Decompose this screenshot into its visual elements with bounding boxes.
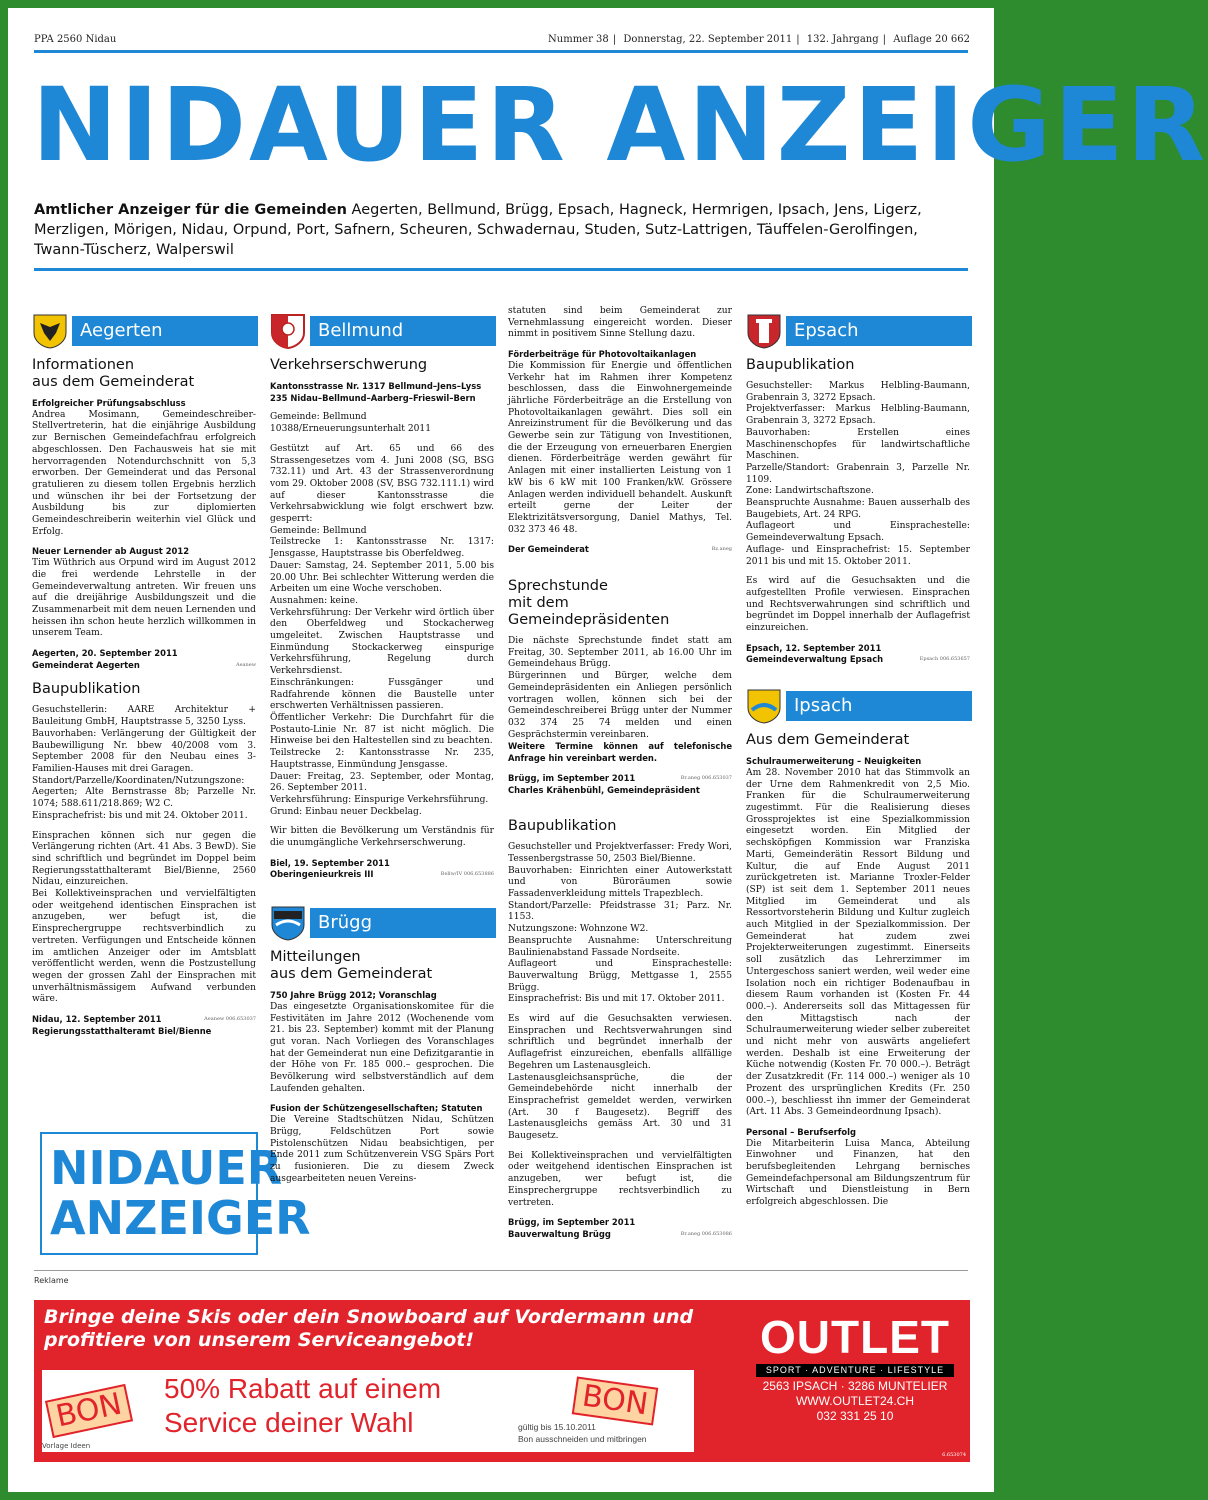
sign-authority: Regierungsstatthalteramt Biel/Bienne <box>32 1025 212 1036</box>
logo-line-1: NIDAUER <box>50 1141 283 1195</box>
outlet-logo: OUTLET <box>760 1311 950 1363</box>
text-lernender: Tim Wüthrich aus Orpund wird im August 2012 die frei werdende Lehrstelle in der Gemeindeverwaltung antreten. Wir freuen uns auf die dreijährige Ausbildungszeit und die Zusammenarbeit mit dem neuen Lernenden und heissen ihn schon heute herzlich willkommen in unserem Team. <box>32 558 256 639</box>
text-grund: Grund: Einbau neuer Deckbelag. <box>270 806 422 817</box>
bp-compensation: Lastenausgleichsansprüche, die der Gemeindebehörde nicht innerhalb der Einsprachefrist gemeldet werden, verwirken (Art. 30 f Baugesetz). Begriff des Lastenausgleichs gemäss Art. 30 und 31 Baugesetz. <box>508 1072 732 1142</box>
section-title-ipsach: Ipsach <box>794 695 853 717</box>
heading-baupublikation-bruegg: Baupublikation <box>508 818 617 835</box>
offer-line-2: Service deiner Wahl <box>164 1407 414 1438</box>
outlet-advertisement <box>34 1300 970 1462</box>
sign-authority: Gemeindeverwaltung Epsach <box>746 654 884 665</box>
ep-deadline: Auflage- und Einsprachefrist: 15. September 2011 bis und mit 15. Oktober 2011. <box>746 544 970 567</box>
bp-zone: Nutzungszone: Wohnzone W2. <box>508 924 649 935</box>
gemeinde-line: Gemeinde: Bellmund <box>270 412 367 423</box>
ep-zone: Zone: Landwirtschaftszone. <box>746 486 874 497</box>
subheading-personal: Personal – Berufserfolg <box>746 1126 857 1137</box>
column-2 <box>270 313 494 1193</box>
heading-baupublikation: Baupublikation <box>32 681 141 698</box>
nidauer-anzeiger-logo-ad <box>40 1132 311 1255</box>
ad-code: Aeanew <box>235 661 256 668</box>
ipsach-crest-icon <box>746 688 782 724</box>
ep-parcel: Parzelle/Standort: Grabenrain 3, Parzelle Nr. 1109. <box>746 462 970 485</box>
sign-authority: Charles Krähenbühl, Gemeindepräsident <box>508 784 700 795</box>
issue-volume: 132. Jahrgang <box>806 34 879 45</box>
bruegg-crest-icon <box>270 905 306 941</box>
outlet-tagline: SPORT · ADVENTURE · LIFESTYLE <box>756 1364 954 1377</box>
text-750-jahre: Das eingesetzte Organisationskomitee für die Festivitäten im Jahre 2012 (Wochenende vom 21. bis 23. September) kommt mit der Planung gut voran. Nach Vorliegen des Voranschlages hat der Gemeinderat nun eine Defizitgarantie in der Höhe von Fr. 185 000.– gesprochen. Die Bevölkerung wird selbstverständlich auf dem Laufenden gehalten. <box>270 1001 494 1094</box>
subheading-schulraum: Schulraumerweiterung – Neuigkeiten <box>746 756 922 767</box>
bp-collective: Bei Kollektiveinsprachen und vervielfältigten oder weitgehend identischen Einsprachen ist anzugeben, wer befugt ist, die Einsprechergruppe rechtsverbindlich zu vertreten. Verfügungen und Entscheide können im amtlichen Anzeiger oder im Amtsblatt veröffentlicht werden, wenn die Postzustellung wegen der grossen Zahl der Einsprachen mit unverhältnismässigem Aufwand verbunden wäre. <box>32 889 256 1005</box>
sign-authority: Der Gemeinderat <box>508 544 589 555</box>
text-teilstrecke-2: Teilstrecke 2: Kantonsstrasse Nr. 235, Hauptstrasse, Einmündung Jensgasse. <box>270 748 494 770</box>
text-verstaendnis: Wir bitten die Bevölkerung um Verständnis für die unumgängliche Verkehrserschwerung. <box>270 826 494 849</box>
section-title-bellmund: Bellmund <box>318 320 404 341</box>
ep-exception: Beanspruchte Ausnahme: Bauen ausserhalb des Baugebiets, Art. 24 RPG. <box>746 498 970 520</box>
outlet-website: WWW.OUTLET24.CH <box>795 1394 914 1408</box>
heading-mitteilungen: Mitteilungen aus dem Gemeinderat <box>270 949 433 983</box>
sign-authority: Oberingenieurkreis III <box>270 869 374 880</box>
epsach-crest-icon <box>746 313 782 349</box>
text-sprechstunde-2: Bürgerinnen und Bürger, welche dem Gemeindepräsidenten ein Anliegen persönlich vortragen wollen, können sich bei der Gemeindeschreiberei Brügg unter der Nummer 032 374 25 74 melden und einen Gesprächstermin vereinbaren. <box>508 671 732 740</box>
bp-applicant: Gesuchstellerin: AARE Architektur + Bauleitung GmbH, Hauptstrasse 5, 3250 Lyss. <box>32 705 256 728</box>
heading-baupublikation-epsach: Baupublikation <box>746 357 855 373</box>
bp-location: Standort/Parzelle/Koordinaten/Nutzungszone: Aegerten; Alte Bernstrasse 8b; Parzelle Nr. 1074; 588.611/218.869; W2 C. <box>32 775 256 810</box>
subheading-pruefung: Erfolgreicher Prüfungsabschluss <box>32 398 186 408</box>
text-dauer-1: Dauer: Samstag, 24. September 2011, 5.00 bis 20.00 Uhr. Bei schlechter Witterung werden die Arbeiten um eine Woche verschoben. <box>270 560 494 595</box>
text-sprechstunde-3: Weitere Termine können auf telefonische Anfrage hin vereinbart werden. <box>508 741 732 764</box>
section-header-aegerten <box>32 313 256 349</box>
legal-basis: Gestützt auf Art. 65 und 66 des Strassengesetzes vom 4. Juni 2008 (SG, BSG 732.11) und Art. 43 der Strassenverordnung vom 29. Oktober 2008 (SV, BSG 732.111.1) wird auf dieser Kantonsstrasse die Verkehrsabwicklung wie folgt erschwert bzw. gesperrt: <box>270 443 494 525</box>
text-ausnahmen: Ausnahmen: keine. <box>270 595 358 606</box>
ad-code: Bellw/IV 006.653886 <box>440 871 494 878</box>
top-rule <box>34 50 968 53</box>
section-header-bellmund <box>270 313 494 349</box>
logo-line-2: ANZEIGER <box>50 1191 311 1245</box>
route-line-2: 235 Nidau–Bellmund–Aarberg–Frieswil–Bern <box>270 392 476 403</box>
text-fusion: Die Vereine Stadtschützen Nidau, Schützen Brügg, Feldschützen Port sowie Pistolenschützen Nidau beabsichtigen, per Ende 2011 zum Schützenverein VSG Spärs Port zu fusionieren. Die zu diesem Zweck ausgearbeiteten neuen Vereins- <box>270 1115 494 1184</box>
sign-date: Brügg, im September 2011 <box>508 1217 636 1228</box>
ad-separator-rule <box>34 1270 968 1271</box>
outlet-phone: 032 331 25 10 <box>816 1409 894 1423</box>
heading-verkehrserschwerung: Verkehrserschwerung <box>270 357 428 373</box>
signature-block <box>508 1217 732 1240</box>
heading-aus-dem-gemeinderat: Aus dem Gemeinderat <box>746 732 910 749</box>
ep-author: Projektverfasser: Markus Helbling-Baumann, Grabenrain 3, 3272 Epsach. <box>746 404 970 427</box>
section-title-bruegg: Brügg <box>318 912 373 934</box>
sign-date: Aegerten, 20. September 2011 <box>32 648 178 659</box>
section-header-bruegg <box>270 905 494 941</box>
bp-applicant: Gesuchsteller und Projektverfasser: Fredy Wori, Tessenbergstrasse 50, 2503 Biel/Bienne. <box>508 842 732 864</box>
subheading-fusion: Fusion der Schützengesellschaften; Statuten <box>270 1103 483 1114</box>
bp-deadline: Einsprachefrist: bis und mit 24. Oktober 2011. <box>32 810 248 821</box>
text-statuten: statuten sind beim Gemeinderat zur Vernehmlassung eingereicht worden. Dieser nimmt in positivem Sinne Stellung dazu. <box>508 306 732 340</box>
bp-office: Auflageort und Einsprachestelle: Bauverwaltung Brügg, Mettgasse 1, 2555 Brügg. <box>508 959 732 993</box>
bp-exception: Beanspruchte Ausnahme: Unterschreitung Baulinienabstand Fassade Nordseite. <box>508 935 732 958</box>
newspaper-page <box>8 8 1208 1492</box>
heading-informationen: Informationen aus dem Gemeinderat <box>32 357 195 390</box>
bp-collective: Bei Kollektiveinsprachen und vervielfältigten oder weitgehend identischen Einsprachen ist anzugeben, wer befugt ist, die Einsprechergruppe rechtsverbindlich zu vertreten. <box>508 1150 732 1208</box>
text-personal: Die Mitarbeiterin Luisa Manca, Abteilung Einwohner und Finanzen, hat den berufsbegleitenden Lehrgang bernisches Gemeindefachpersonal am Bildungszentrum für Wirtschaft und Dienstleistung in Bern erfolgreich abgeschlossen. Die <box>746 1138 970 1208</box>
ad-code: Bz.aneg <box>711 546 732 553</box>
sign-date: Biel, 19. September 2011 <box>270 857 390 868</box>
outlet-branding <box>750 1312 960 1424</box>
text-oeffentlicher-verkehr: Öffentlicher Verkehr: Die Durchfahrt für die Postauto-Linie Nr. 87 ist nicht möglich. Die Hinweise bei den Haltestellen sind zu beachten. <box>270 712 494 747</box>
sign-date: Epsach, 12. September 2011 <box>746 642 882 653</box>
bp-objections: Einsprachen können sich nur gegen die Verlängerung richten (Art. 41 Abs. 3 BewD). Sie sind schriftlich und begründet im Doppel beim Regierungsstatthalteramt Biel/Bienne, 2560 Nidau, einzureichen. <box>32 830 256 888</box>
sign-authority: Gemeinderat Aegerten <box>32 659 140 670</box>
text-dauer-2: Dauer: Freitag, 23. September, oder Montag, 26. September 2011. <box>270 771 494 794</box>
text-teilstrecke-1: Teilstrecke 1: Kantonsstrasse Nr. 1317: Jensgasse, Hauptstrasse bis Oberfeldweg. <box>270 537 494 560</box>
section-title-epsach: Epsach <box>794 320 859 341</box>
section-header-epsach <box>746 313 970 349</box>
bp-project: Bauvorhaben: Verlängerung der Gültigkeit der Baubewilligung Nr. bbew 40/2008 vom 3. September 2008 für den Neubau eines 3-Familien-Hauses mit drei Garagen. <box>32 728 256 774</box>
sign-date: Nidau, 12. September 2011 <box>32 1014 162 1025</box>
bp-deadline: Einsprachefrist: Bis und mit 17. Oktober 2011. <box>508 994 725 1005</box>
header-bottom-rule <box>34 268 968 271</box>
column-3 <box>508 306 732 1251</box>
signature-block <box>32 648 256 671</box>
cut-out-note: Bon ausschneiden und mitbringen <box>518 1434 647 1444</box>
text-foerderbeitraege: Die Kommission für Energie und öffentlichen Verkehr hat im Rahmen ihrer Kompetenz beschlossen, dass die Einwohnergemeinde jährliche Förderbeiträge an die Erstellung von Photovoltaikanlagen gewährt. Dies soll ein Anreizinstrument für die Bevölkerung und das Gewerbe sein zur Tätigung von Investitionen, die der Erzeugung von erneuerbaren Energien dienen. Förderbeiträge werden gewährt für Anlagen mit einer installierten Leistung von 1 kW bis 6 kW mit 100 Franken/kW. Grössere Anlagen werden individuell behandelt. Auskunft erteilt gerne der Leiter der Elektrizitätsversorgung, Daniel Mathys, Tel. 032 373 46 48. <box>508 360 732 535</box>
ad-code: 6.653074 <box>942 1452 966 1458</box>
masthead-subtitle <box>34 200 970 260</box>
ref-line: 10388/Erneuerungsunterhalt 2011 <box>270 424 431 435</box>
ad-code: Aeanew 006.653037 <box>204 1015 256 1022</box>
ep-applicant: Gesuchsteller: Markus Helbling-Baumann, Grabenrain 3, 3272 Epsach. <box>746 381 970 403</box>
signature-block <box>746 643 970 666</box>
aegerten-crest-icon <box>32 313 68 349</box>
vorlage-label: Vorlage Ideen <box>42 1442 91 1450</box>
text-einschraenkungen: Einschränkungen: Fussgänger und Radfahrende können die Baustelle unter erschwerten Verhältnissen passieren. <box>270 677 494 712</box>
bp-location: Standort/Parzelle: Pfeidstrasse 31; Parz. Nr. 1153. <box>508 900 732 923</box>
text-schulraum: Am 28. November 2010 hat das Stimmvolk an der Urne dem Rahmenkredit von 2,5 Mio. Franken für die Schulraumerweiterung zugestimmt. Für die Realisierung dieses Grossprojektes ist eine Spezialkommission eingesetzt worden. Ein Mitglied der sechsköpfigen Kommission war Franziska Marti, Gemeinderätin Ressort Bildung und Kultur, die auf Ende August 2011 zurückgetreten ist. Marianne Troxler-Felder (SP) ist seit dem 1. September 2011 neues Mitglied im Gemeinderat und als Ressortvorsteherin Bildung und Kultur zugleich auch Mitglied in der Spezialkommission. Der Gemeinderat hat zudem zwei Projekterweiterungen zugestimmt. Einerseits soll zusätzlich das Lehrerzimmer im Untergeschoss saniert werden, weil weder eine Isolation noch ein richtiger Bodenaufbau in diesem Raum vorhanden ist (Kosten Fr. 44 000.–). Andererseits soll das Mittagessen für den Mittagstisch nach der Schulraumerweiterung wieder selber zubereitet und nicht mehr von auswärts angeliefert werden. Deshalb ist eine Erweiterung der Küche notwendig (Kosten Fr. 70 000.–). Beträgt der Zusatzkredit (Fr. 114 000.–) weniger als 10 Prozent des ursprünglichen Kredits (Fr. 250 000.–), beschliesst ihn immer der Gemeinderat (Art. 11 Abs. 3 Gemeindeordnung Ipsach). <box>746 767 970 1118</box>
issue-info: Nummer 38 | Donnerstag, 22. September 2011 | 132. Jahrgang | Auflage 20 662 <box>548 34 970 45</box>
offer-line-1: 50% Rabatt auf einem <box>164 1373 442 1404</box>
text-pruefung: Andrea Mosimann, Gemeindeschreiber-Stellvertreterin, hat die einjährige Ausbildung zur Bernischen Gemeindefachfrau erfolgreich abgeschlossen. Den Fachausweis hat sie mit hervorragenden Notendurchschnitt von 5,3 erworben. Der Gemeinderat und das Personal gratulieren zu diesem tollen Ergebnis herzlich und wünschen ihr bei der Fortsetzung der Ausbildung bis zur diplomierten Gemeindeschreiberin weiterhin viel Glück und Erfolg. <box>32 409 256 537</box>
heading-sprechstunde: Sprechstunde mit dem Gemeindepräsidenten <box>508 578 670 629</box>
subtitle-communes: Aegerten, Bellmund, Brügg, Epsach, Hagneck, Hermrigen, Ipsach, Jens, Ligerz, Merzligen, Mörigen, Nidau, Orpund, Port, Safnern, Scheuren, Schwadernau, Studen, Sutz-Lattrigen, Täuffelen-Gerolfingen, Twann-Tüscherz, Walperswil <box>34 202 922 258</box>
bon-badge-left: BON <box>45 1384 133 1438</box>
bp-project: Bauvorhaben: Einrichten einer Autowerkstatt und von Büroräumen sowie Fassadenverkleidung mittels Trapezblech. <box>508 865 732 900</box>
ep-files: Es wird auf die Gesuchsakten und die aufgestellten Profile verwiesen. Einsprachen und Rechtsverwahrungen sind schriftlich und begründet im Doppel innerhalb der Auflagefrist einzureichen. <box>746 576 970 634</box>
signature-block <box>32 1014 256 1037</box>
route-line-1: Kantonsstrasse Nr. 1317 Bellmund–Jens–Lyss <box>270 381 482 391</box>
signature-block <box>270 858 494 881</box>
text-verkehrsfuehrung: Verkehrsführung: Der Verkehr wird örtlich über den Oberfeldweg und Stockacherweg umgeleitet. Zwischen Hauptstrasse und Einmündung Stockackerweg einspurige Verkehrsführung, Regelung durch Verkehrsdienst. <box>270 607 494 677</box>
issue-date: Donnerstag, 22. September 2011 <box>623 34 793 45</box>
masthead-title: NIDAUER ANZEIGER <box>32 66 1208 185</box>
subtitle-bold: Amtlicher Anzeiger für die Gemeinden <box>34 202 347 218</box>
column-1 <box>32 313 256 1047</box>
subheading-lernender: Neuer Lernender ab August 2012 <box>32 546 190 557</box>
promo-headline: Bringe deine Skis oder dein Snowboard auf Vordermann und profitiere von unserem Serviceangebot! <box>44 1306 694 1351</box>
text-sprechstunde-1: Die nächste Sprechstunde findet statt am Freitag, 30. September 2011, ab 16.00 Uhr im Gemeindehaus Brügg. <box>508 636 732 670</box>
section-title-aegerten: Aegerten <box>80 320 163 341</box>
subheading-750-jahre: 750 Jahre Brügg 2012; Voranschlag <box>270 990 437 1001</box>
ppa-label: PPA 2560 Nidau <box>34 34 117 45</box>
ep-office: Auflageort und Einsprachestelle: Gemeindeverwaltung Epsach. <box>746 521 970 544</box>
bp-files: Es wird auf die Gesuchsakten verwiesen. Einsprachen und Rechtsverwahrungen sind schriftlich und begründet innerhalb der Auflagefrist einzureichen, ebenfalls allfällige Begehren um Lastenausgleich. <box>508 1014 732 1071</box>
signature-block <box>508 773 732 796</box>
ad-code: Br.aneg 006.653086 <box>680 1231 732 1237</box>
valid-until: gültig bis 15.10.2011 <box>518 1422 596 1432</box>
subheading-foerderbeitraege: Förderbeiträge für Photovoltaikanlagen <box>508 349 697 360</box>
signature-block <box>508 544 732 556</box>
bellmund-crest-icon <box>270 313 306 349</box>
ad-code: Epsach 006.653657 <box>919 656 970 663</box>
sign-authority: Bauverwaltung Brügg <box>508 1229 611 1239</box>
issue-number: Nummer 38 <box>548 34 609 45</box>
reklame-label: Reklame <box>34 1276 69 1285</box>
issue-circulation: Auflage 20 662 <box>893 34 970 45</box>
outlet-address: 2563 IPSACH · 3286 MUNTELIER <box>762 1379 948 1393</box>
text-gemeinde: Gemeinde: Bellmund <box>270 525 367 536</box>
column-4 <box>746 313 970 1217</box>
text-verkehrsfuehrung-2: Verkehrsführung: Einspurige Verkehrsführung. <box>270 794 489 805</box>
ep-project: Bauvorhaben: Erstellen eines Maschinenschopfes für landwirtschaftliche Maschinen. <box>746 427 970 462</box>
sign-date: Brügg, im September 2011 <box>508 772 636 783</box>
section-header-ipsach <box>746 688 970 724</box>
ad-code: Br.aneg 006.653037 <box>680 774 732 781</box>
bon-badge-right: BON <box>572 1376 659 1425</box>
